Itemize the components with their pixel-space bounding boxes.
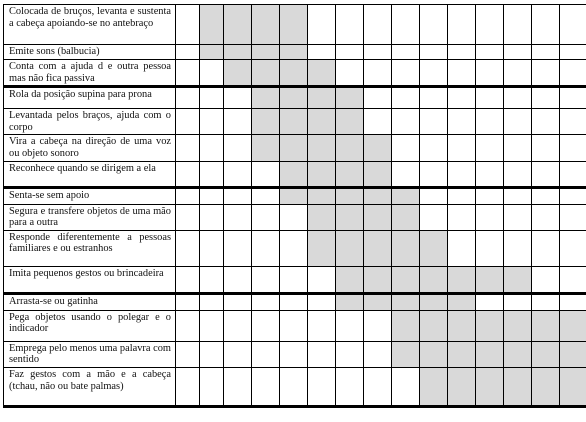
age-cell	[176, 5, 200, 45]
age-cell-shaded	[476, 367, 504, 406]
age-cell-shaded	[532, 341, 560, 367]
age-cell-shaded	[392, 204, 420, 230]
age-cell	[224, 266, 252, 293]
age-cell	[532, 109, 560, 135]
age-cell	[224, 135, 252, 161]
age-cell-shaded	[308, 161, 336, 187]
milestone-label: Senta-se sem apoio	[4, 187, 176, 204]
age-cell	[280, 367, 308, 406]
age-cell	[420, 45, 448, 60]
age-cell-shaded	[336, 204, 364, 230]
age-cell	[176, 367, 200, 406]
age-cell-shaded	[224, 45, 252, 60]
age-cell	[200, 204, 224, 230]
age-cell	[364, 5, 392, 45]
age-cell	[560, 5, 586, 45]
milestone-row	[4, 230, 586, 266]
milestone-row	[4, 341, 586, 367]
age-cell	[176, 60, 200, 87]
age-cell-shaded	[420, 310, 448, 341]
age-cell	[392, 45, 420, 60]
age-cell	[420, 109, 448, 135]
age-cell	[176, 87, 200, 109]
age-cell	[532, 5, 560, 45]
age-cell-shaded	[448, 367, 476, 406]
age-cell	[200, 187, 224, 204]
age-cell	[176, 161, 200, 187]
age-cell	[176, 266, 200, 293]
age-cell	[420, 187, 448, 204]
age-cell	[200, 135, 224, 161]
age-cell	[252, 161, 280, 187]
age-cell	[420, 135, 448, 161]
age-cell	[392, 135, 420, 161]
age-cell-shaded	[532, 310, 560, 341]
age-cell	[336, 60, 364, 87]
age-cell	[224, 204, 252, 230]
age-cell	[200, 161, 224, 187]
age-cell-shaded	[252, 109, 280, 135]
age-cell	[176, 230, 200, 266]
age-cell	[364, 60, 392, 87]
age-cell-shaded	[420, 341, 448, 367]
milestone-label: Imita pequenos gestos ou brincadeira	[4, 266, 176, 293]
age-cell-shaded	[392, 230, 420, 266]
age-cell-shaded	[420, 367, 448, 406]
age-cell	[308, 266, 336, 293]
age-cell	[252, 230, 280, 266]
age-cell-shaded	[448, 341, 476, 367]
age-cell	[364, 367, 392, 406]
milestone-label: Faz gestos com a mão e a cabeça (tchau, não ou bate palmas)	[4, 367, 176, 406]
age-cell	[392, 367, 420, 406]
age-cell	[420, 204, 448, 230]
age-cell-shaded	[392, 310, 420, 341]
age-cell-shaded	[252, 5, 280, 45]
age-cell	[504, 5, 532, 45]
age-cell-shaded	[476, 341, 504, 367]
milestone-row	[4, 109, 586, 135]
age-cell	[504, 161, 532, 187]
milestone-label: Conta com a ajuda d e outra pessoa mas não fica passiva	[4, 60, 176, 87]
age-cell-shaded	[504, 341, 532, 367]
milestone-row	[4, 367, 586, 406]
age-cell	[252, 367, 280, 406]
age-cell	[532, 230, 560, 266]
age-cell-shaded	[420, 293, 448, 310]
age-cell-shaded	[280, 135, 308, 161]
age-cell	[308, 5, 336, 45]
age-cell	[560, 293, 586, 310]
age-cell	[364, 109, 392, 135]
age-cell	[280, 341, 308, 367]
age-cell	[280, 230, 308, 266]
milestone-label: Levantada pelos braços, ajuda com o corpo	[4, 109, 176, 135]
age-cell	[560, 187, 586, 204]
age-cell	[476, 109, 504, 135]
milestone-label: Colocada de bruços, levanta e sustenta a cabeça apoiando-se no antebraço	[4, 5, 176, 45]
age-cell	[308, 45, 336, 60]
age-cell	[560, 45, 586, 60]
age-cell	[364, 310, 392, 341]
age-cell	[476, 230, 504, 266]
age-cell	[448, 204, 476, 230]
age-cell	[392, 5, 420, 45]
age-cell-shaded	[392, 341, 420, 367]
age-cell	[224, 87, 252, 109]
age-cell	[476, 87, 504, 109]
age-cell	[504, 187, 532, 204]
milestone-label: Pega objetos usando o polegar e o indicador	[4, 310, 176, 341]
age-cell	[176, 310, 200, 341]
milestone-row	[4, 161, 586, 187]
age-cell-shaded	[200, 45, 224, 60]
age-cell-shaded	[224, 5, 252, 45]
age-cell-shaded	[336, 230, 364, 266]
age-cell-shaded	[336, 266, 364, 293]
age-cell	[476, 293, 504, 310]
age-cell-shaded	[532, 367, 560, 406]
age-cell	[224, 187, 252, 204]
age-cell-shaded	[420, 266, 448, 293]
age-cell-shaded	[308, 204, 336, 230]
age-cell	[392, 109, 420, 135]
age-cell	[532, 187, 560, 204]
age-cell	[532, 204, 560, 230]
age-cell	[224, 341, 252, 367]
age-cell-shaded	[364, 161, 392, 187]
age-cell	[504, 109, 532, 135]
age-cell-shaded	[364, 293, 392, 310]
age-cell-shaded	[504, 266, 532, 293]
milestone-row	[4, 5, 586, 45]
age-cell	[560, 266, 586, 293]
milestone-label: Arrasta-se ou gatinha	[4, 293, 176, 310]
age-cell	[252, 341, 280, 367]
age-cell-shaded	[392, 266, 420, 293]
age-cell	[336, 310, 364, 341]
age-cell	[448, 161, 476, 187]
age-cell	[476, 5, 504, 45]
age-cell	[476, 60, 504, 87]
age-cell-shaded	[448, 266, 476, 293]
age-cell	[448, 45, 476, 60]
age-cell	[200, 266, 224, 293]
age-cell	[448, 135, 476, 161]
age-cell	[200, 367, 224, 406]
milestone-row	[4, 293, 586, 310]
milestone-label: Reconhece quando se dirigem a ela	[4, 161, 176, 187]
age-cell	[560, 135, 586, 161]
age-cell	[364, 45, 392, 60]
age-cell	[448, 187, 476, 204]
milestone-label: Responde diferentemente a pessoas familiares e ou estranhos	[4, 230, 176, 266]
milestone-row	[4, 135, 586, 161]
age-cell	[448, 87, 476, 109]
age-cell-shaded	[364, 204, 392, 230]
age-cell-shaded	[336, 87, 364, 109]
age-cell	[224, 367, 252, 406]
age-cell	[336, 341, 364, 367]
age-cell	[476, 204, 504, 230]
age-cell-shaded	[252, 87, 280, 109]
age-cell-shaded	[364, 187, 392, 204]
age-cell	[252, 204, 280, 230]
age-cell	[252, 187, 280, 204]
age-cell	[448, 5, 476, 45]
age-cell	[504, 135, 532, 161]
age-cell-shaded	[252, 60, 280, 87]
age-cell	[280, 293, 308, 310]
age-cell-shaded	[308, 109, 336, 135]
age-cell	[420, 60, 448, 87]
age-cell	[532, 293, 560, 310]
age-cell-shaded	[308, 135, 336, 161]
milestone-label: Rola da posição supina para prona	[4, 87, 176, 109]
age-cell	[448, 109, 476, 135]
age-cell	[504, 204, 532, 230]
age-cell-shaded	[392, 187, 420, 204]
age-cell-shaded	[308, 187, 336, 204]
age-cell	[504, 230, 532, 266]
age-cell	[176, 135, 200, 161]
age-cell	[336, 5, 364, 45]
age-cell	[560, 109, 586, 135]
age-cell	[336, 45, 364, 60]
age-cell	[176, 187, 200, 204]
age-cell	[420, 161, 448, 187]
age-cell-shaded	[336, 135, 364, 161]
age-cell-shaded	[336, 161, 364, 187]
age-cell	[200, 293, 224, 310]
age-cell	[476, 45, 504, 60]
age-cell	[200, 109, 224, 135]
age-cell	[176, 293, 200, 310]
age-cell	[176, 204, 200, 230]
age-cell-shaded	[280, 5, 308, 45]
age-cell-shaded	[336, 293, 364, 310]
milestone-row	[4, 60, 586, 87]
age-cell	[560, 230, 586, 266]
age-cell	[224, 161, 252, 187]
age-cell	[532, 135, 560, 161]
age-cell	[532, 161, 560, 187]
age-cell	[280, 204, 308, 230]
age-cell	[532, 45, 560, 60]
age-cell-shaded	[280, 45, 308, 60]
age-cell	[364, 341, 392, 367]
age-cell	[392, 60, 420, 87]
age-cell	[476, 161, 504, 187]
age-cell-shaded	[280, 87, 308, 109]
age-cell	[504, 87, 532, 109]
age-cell	[392, 161, 420, 187]
age-cell	[448, 60, 476, 87]
age-cell-shaded	[392, 293, 420, 310]
age-cell-shaded	[364, 135, 392, 161]
age-cell-shaded	[336, 187, 364, 204]
age-cell-shaded	[448, 293, 476, 310]
age-cell-shaded	[252, 45, 280, 60]
age-cell-shaded	[308, 87, 336, 109]
milestone-label: Emprega pelo menos uma palavra com sentido	[4, 341, 176, 367]
age-cell-shaded	[560, 310, 586, 341]
age-cell	[200, 341, 224, 367]
milestone-label: Vira a cabeça na direção de uma voz ou objeto sonoro	[4, 135, 176, 161]
age-cell-shaded	[308, 230, 336, 266]
age-cell	[308, 367, 336, 406]
milestones-table	[3, 4, 586, 408]
age-cell	[252, 293, 280, 310]
age-cell-shaded	[420, 230, 448, 266]
milestone-row	[4, 204, 586, 230]
age-cell-shaded	[448, 310, 476, 341]
age-cell-shaded	[336, 109, 364, 135]
age-cell	[280, 310, 308, 341]
age-cell	[532, 266, 560, 293]
age-cell	[308, 310, 336, 341]
milestone-row	[4, 187, 586, 204]
age-cell	[504, 60, 532, 87]
age-cell	[224, 293, 252, 310]
age-cell	[176, 45, 200, 60]
age-cell	[200, 60, 224, 87]
age-cell	[560, 60, 586, 87]
age-cell	[308, 293, 336, 310]
milestone-row	[4, 45, 586, 60]
age-cell	[224, 310, 252, 341]
age-cell-shaded	[280, 161, 308, 187]
age-cell-shaded	[280, 109, 308, 135]
age-cell-shaded	[560, 341, 586, 367]
age-cell	[420, 5, 448, 45]
age-cell	[420, 87, 448, 109]
milestone-label: Emite sons (balbucia)	[4, 45, 176, 60]
age-cell	[448, 230, 476, 266]
age-cell	[280, 266, 308, 293]
age-cell	[532, 87, 560, 109]
age-cell	[224, 109, 252, 135]
age-cell-shaded	[308, 60, 336, 87]
age-cell	[336, 367, 364, 406]
age-cell	[560, 204, 586, 230]
age-cell	[392, 87, 420, 109]
milestone-row	[4, 266, 586, 293]
age-cell	[252, 266, 280, 293]
age-cell	[504, 45, 532, 60]
age-cell-shaded	[476, 310, 504, 341]
age-cell	[252, 310, 280, 341]
age-cell-shaded	[364, 266, 392, 293]
age-cell	[200, 310, 224, 341]
age-cell-shaded	[364, 230, 392, 266]
age-cell	[560, 87, 586, 109]
age-cell	[224, 230, 252, 266]
age-cell-shaded	[280, 60, 308, 87]
age-cell	[504, 293, 532, 310]
age-cell	[200, 230, 224, 266]
age-cell	[308, 341, 336, 367]
age-cell	[532, 60, 560, 87]
age-cell	[476, 135, 504, 161]
age-cell-shaded	[504, 367, 532, 406]
age-cell	[200, 87, 224, 109]
age-cell-shaded	[504, 310, 532, 341]
age-cell	[364, 87, 392, 109]
age-cell	[176, 109, 200, 135]
milestone-label: Segura e transfere objetos de uma mão para a outra	[4, 204, 176, 230]
milestone-row	[4, 310, 586, 341]
age-cell	[560, 161, 586, 187]
age-cell-shaded	[224, 60, 252, 87]
age-cell-shaded	[280, 187, 308, 204]
age-cell-shaded	[200, 5, 224, 45]
age-cell-shaded	[560, 367, 586, 406]
age-cell-shaded	[476, 266, 504, 293]
age-cell-shaded	[252, 135, 280, 161]
age-cell	[176, 341, 200, 367]
milestone-row	[4, 87, 586, 109]
age-cell	[476, 187, 504, 204]
